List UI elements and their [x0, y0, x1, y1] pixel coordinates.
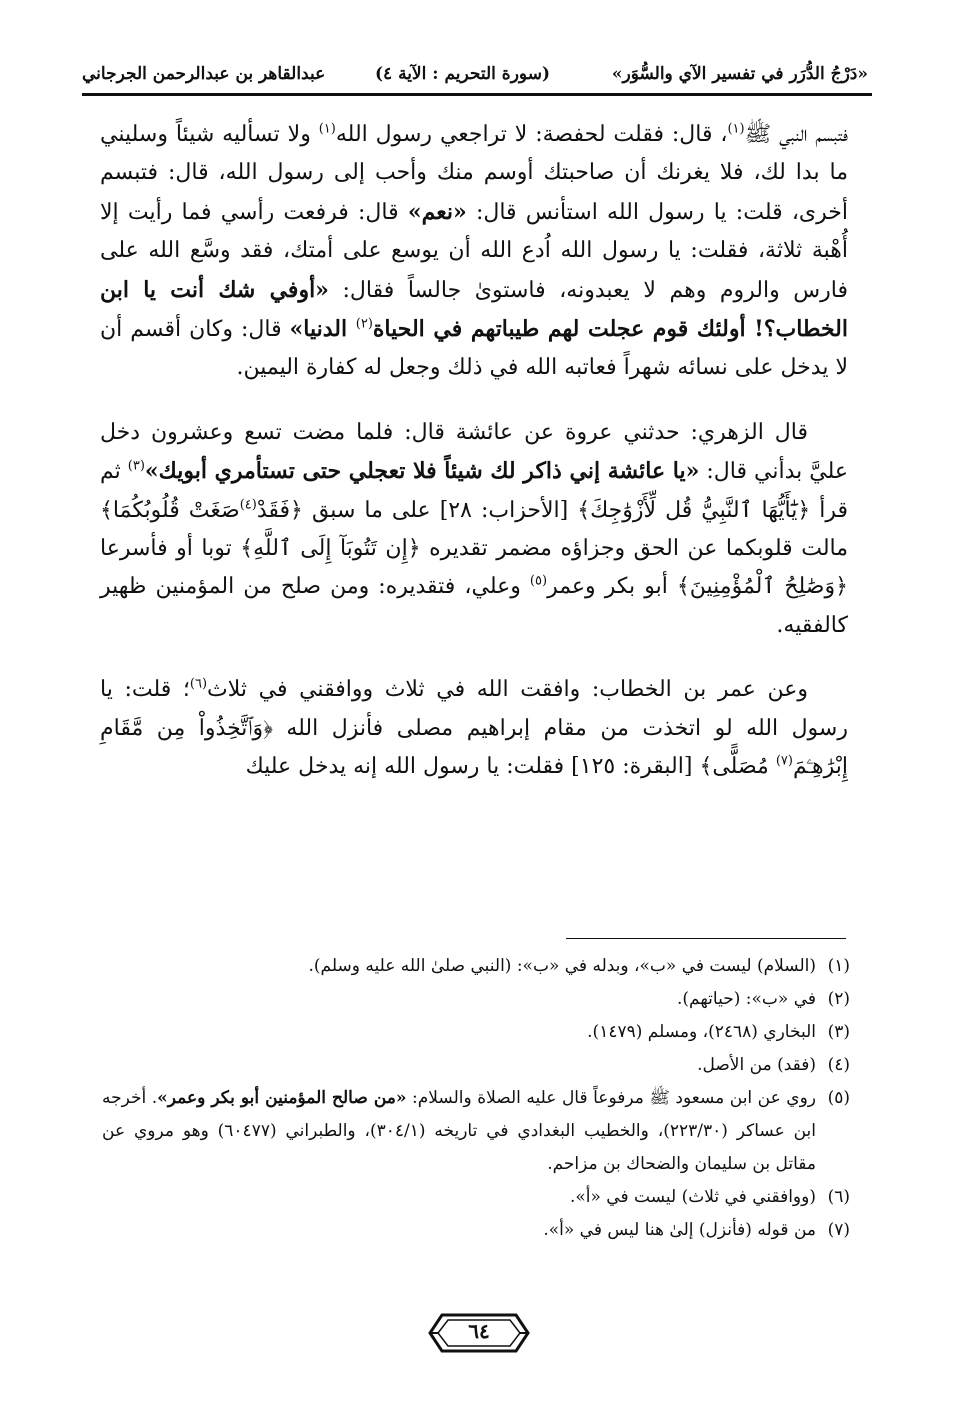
footnote-7 [102, 1214, 850, 1247]
quran-verse: ﴿إِن تَتُوبَآ إِلَى ٱللَّهِ﴾ [240, 536, 421, 562]
paragraph-3 [100, 671, 848, 786]
footnote-text: البخاري (٢٤٦٨)، ومسلم (١٤٧٩). [587, 1022, 816, 1042]
footnote-text: (فقد) من الأصل. [697, 1055, 816, 1075]
footnote-ref: (٥) [529, 574, 548, 590]
footnote-ref: (٧) [775, 753, 793, 769]
footnote-bold-quote: «من صالح المؤمنين أبو بكر وعمر» [157, 1088, 407, 1108]
verse-reference: [الأحزاب: ٢٨] [439, 497, 578, 523]
header-author: عبدالقاهر بن عبدالرحمن الجرجاني [82, 64, 326, 84]
verse-reference: [البقرة: ١٢٥] [571, 754, 700, 780]
bold-quote: «نعم» [407, 198, 467, 225]
bold-quote: الدنيا» [289, 316, 356, 343]
footnote-ref: (١) [727, 121, 745, 137]
text-run: وعلي، فتقديره: ومن صلح من المؤمنين ظهير كالفقيه. [100, 574, 848, 638]
footnote-text: في «ب»: (حياتهم). [676, 989, 816, 1009]
page-number: ٦٤ [468, 1319, 490, 1343]
running-header [82, 58, 868, 92]
footnote-number: (١) [827, 956, 850, 976]
text-run: ؛ قلت: يا رسول الله لو اتخذت من مقام إبراهيم مصلى فأنزل الله [100, 677, 848, 741]
paragraph-2 [100, 414, 848, 645]
footnote-ref: (١) [318, 121, 336, 137]
footnote-number: (٣) [827, 1022, 850, 1042]
text-run: توبا أو فأسرعا [100, 536, 241, 562]
text-run: فتبسم النبي ﷺ [744, 122, 848, 147]
header-surah-reference: (سورة التحريم : الآية ٤) [374, 64, 550, 84]
footnotes [102, 950, 850, 1247]
text-run: وعن عمر بن الخطاب: وافقت الله في ثلاث ووافقني في ثلاث [207, 677, 808, 703]
footnote-text: روي عن ابن مسعود ﷺ مرفوعاً قال عليه الصلاة والسلام: [406, 1088, 816, 1108]
text-run: فقلت: يا رسول الله إنه يدخل عليك [245, 754, 572, 780]
footnote-4 [102, 1049, 850, 1082]
header-rule [82, 93, 872, 96]
footnote-5 [102, 1082, 850, 1181]
bold-quote: «يا عائشة إني ذاكر لك شيئاً فلا تعجلي حتى تستأمري أبويك» [144, 458, 700, 485]
text-run: أبو بكر وعمر [547, 574, 677, 600]
footnote-text: . أخرجه ابن عساكر (٢٢٣/٣٠)، والخطيب البغدادي في تاريخه (٣٠٤/١)، والطبراني (٦٠٤٧٧) وهو مروي عن مقاتل بن سليمان والضحاك بن مزاحم. [102, 1088, 816, 1174]
bold-quote: «أوفي شك أنت يا ابن الخطاب؟! أولئك قوم عجلت لهم طيباتهم في الحياة [100, 276, 848, 343]
text-run: ولا تسأليه شيئاً وسليني ما بدا لك، فلا يغرنك أن صاحبتك أوسم منك وأحب إلى رسول الله، قال: فتبسم أخرى، قلت: يا رسول الله استأنس قال: [100, 122, 848, 225]
quran-verse: ﴿يَٰٓأَيُّهَا ٱلنَّبِيُّ قُل لِّأَزْوَٰجِكَ﴾ [577, 497, 811, 523]
text-run: قال: فرفعت رأسي فما رأيت إلا أُهْبة ثلاثة، فقلت: يا رسول الله اُدع الله أن يوسع على أمتك، فقد وسَّع الله على فارس والروم وهم لا يعبدونه، فاستوىٰ جالساً فقال: [100, 199, 848, 303]
footnote-6 [102, 1181, 850, 1214]
footnote-ref: (٢) [355, 316, 373, 332]
main-text [100, 116, 848, 813]
footnote-ref: (٦) [189, 676, 208, 692]
footnote-1 [102, 950, 850, 983]
header-book-title: «دَرْجُ الدُّرَر في تفسير الآي والسُّوَر» [611, 64, 868, 84]
footnote-3 [102, 1016, 850, 1049]
footnote-ref: (٣) [127, 458, 145, 474]
footnote-number: (٢) [827, 989, 850, 1009]
text-run: قال: وكان أقسم أن لا يدخل على نسائه شهراً فعاتبه الله في ذلك وجعل له كفارة اليمين. [100, 317, 848, 381]
footnote-number: (٤) [827, 1055, 850, 1075]
paragraph-1 [100, 116, 848, 388]
footnote-rule [566, 938, 846, 939]
footnote-ref: (٤) [239, 497, 257, 513]
text-run: ثم قرأ [100, 459, 849, 523]
page-number-ornament [428, 1313, 530, 1353]
footnote-number: (٦) [827, 1187, 850, 1207]
footnote-number: (٥) [827, 1088, 850, 1108]
quran-verse: ﴿وَٱتَّخِذُواْ مِن مَّقَامِ إِبْرَٰهِـۧمَ [100, 715, 848, 780]
quran-verse: صَغَتْ قُلُوبُكُمَا﴾ [100, 497, 240, 523]
quran-verse: مُصَلًّى﴾ [699, 754, 776, 780]
text-run: ، قال: فقلت لحفصة: لا تراجعي رسول الله [335, 122, 728, 147]
footnote-text: من قوله (فأنزل) إلىٰ هنا ليس في «أ». [543, 1220, 816, 1240]
footnote-number: (٧) [827, 1220, 850, 1240]
footnote-text: (السلام) ليست في «ب»، وبدله في «ب»: (النبي صلىٰ الله عليه وسلم). [308, 956, 816, 976]
footnote-text: (ووافقني في ثلاث) ليست في «أ». [569, 1187, 816, 1207]
quran-verse: ﴿وَصَٰلِحُ ٱلْمُؤْمِنِينَ﴾ [676, 574, 848, 600]
text-run: مالت قلوبكما عن الحق وجزاؤه مضمر تقديره [420, 536, 849, 562]
quran-verse: ﴿فَقَدْ [256, 497, 303, 523]
footnote-2 [102, 983, 850, 1016]
text-run: قال الزهري: حدثني عروة عن عائشة قال: فلما مضت تسع وعشرون دخل عليَّ بدأني قال: [100, 419, 848, 485]
text-run: على ما سبق [302, 497, 440, 523]
